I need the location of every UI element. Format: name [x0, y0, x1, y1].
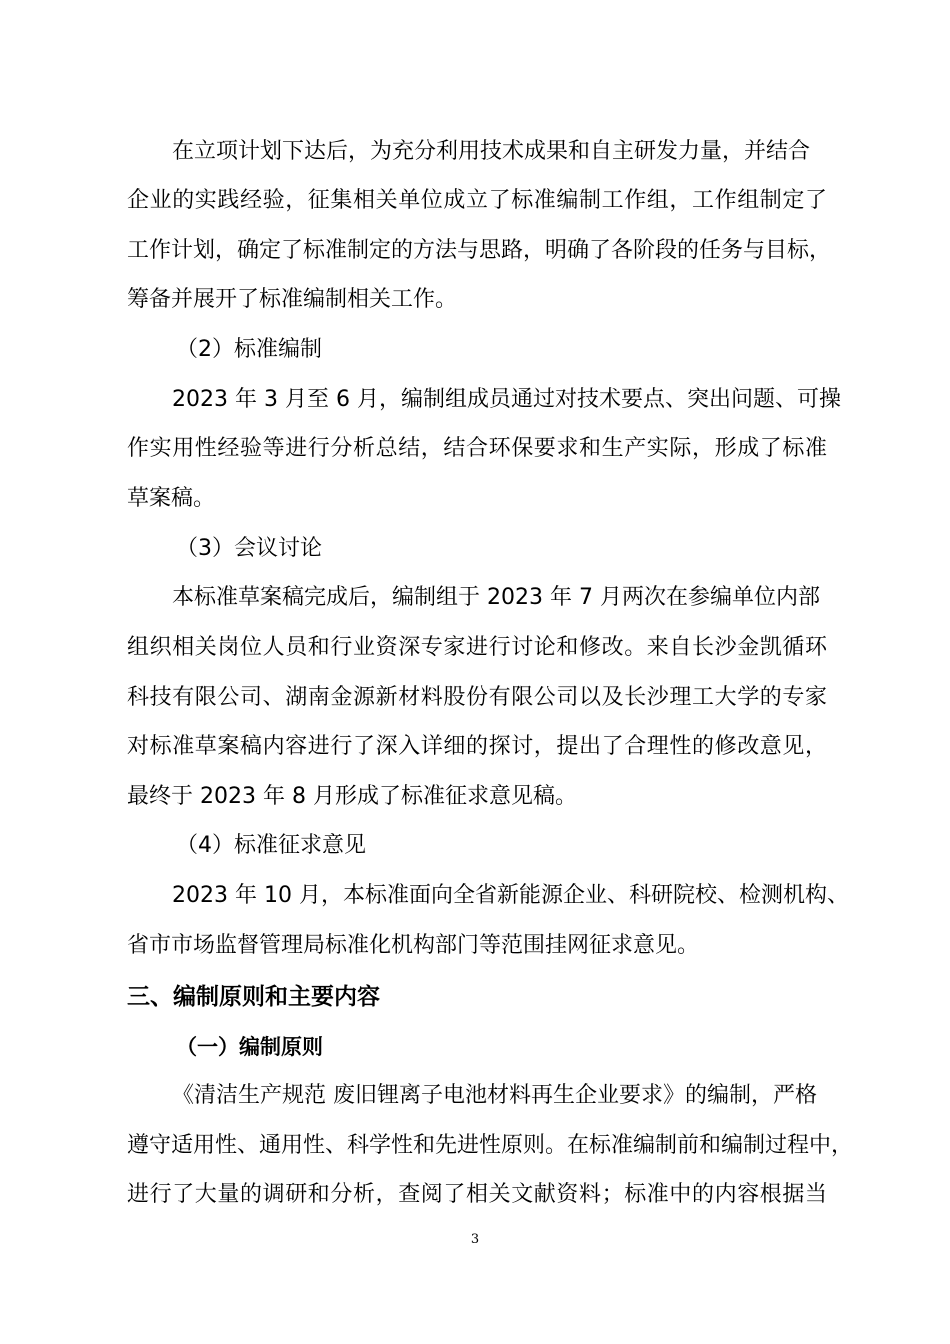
subsection-heading: （2）标准编制 [176, 337, 322, 362]
paragraph-line: 《清洁生产规范 废旧锂离子电池材料再生企业要求》的编制，严格 [172, 1083, 817, 1108]
paragraph-line: 在立项计划下达后，为充分利用技术成果和自主研发力量，并结合 [172, 139, 811, 164]
paragraph-line: 最终于 2023 年 8 月形成了标准征求意见稿。 [127, 784, 577, 809]
paragraph-line: 遵守适用性、通用性、科学性和先进性原则。在标准编制前和编制过程中， [127, 1133, 854, 1158]
paragraph-line: 组织相关岗位人员和行业资深专家进行讨论和修改。来自长沙金凯循环 [127, 635, 827, 660]
paragraph-line: 工作计划，确定了标准制定的方法与思路，明确了各阶段的任务与目标， [127, 238, 832, 263]
paragraph-line: 进行了大量的调研和分析，查阅了相关文献资料；标准中的内容根据当 [127, 1182, 827, 1207]
paragraph-line: 省市市场监督管理局标准化机构部门等范围挂网征求意见。 [127, 933, 700, 958]
paragraph-line: 2023 年 10 月，本标准面向全省新能源企业、科研院校、检测机构、 [172, 883, 849, 908]
subsection-heading-bold: （一）编制原则 [176, 1035, 323, 1059]
paragraph-line: 企业的实践经验，征集相关单位成立了标准编制工作组，工作组制定了 [127, 188, 827, 213]
paragraph-line: 作实用性经验等进行分析总结，结合环保要求和生产实际，形成了标准 [127, 436, 827, 461]
paragraph-line: 对标准草案稿内容进行了深入详细的探讨，提出了合理性的修改意见， [127, 734, 827, 759]
paragraph-line: 科技有限公司、湖南金源新材料股份有限公司以及长沙理工大学的专家 [127, 685, 827, 710]
paragraph-line: 筹备并展开了标准编制相关工作。 [127, 287, 458, 312]
subsection-heading: （4）标准征求意见 [176, 833, 366, 858]
paragraph-line: 2023 年 3 月至 6 月，编制组成员通过对技术要点、突出问题、可操 [172, 387, 841, 412]
section-heading: 三、编制原则和主要内容 [127, 984, 380, 1010]
paragraph-line: 本标准草案稿完成后，编制组于 2023 年 7 月两次在参编单位内部 [172, 585, 820, 610]
paragraph-line: 草案稿。 [127, 486, 216, 511]
page-number: 3 [470, 1232, 480, 1247]
subsection-heading: （3）会议讨论 [176, 536, 322, 561]
